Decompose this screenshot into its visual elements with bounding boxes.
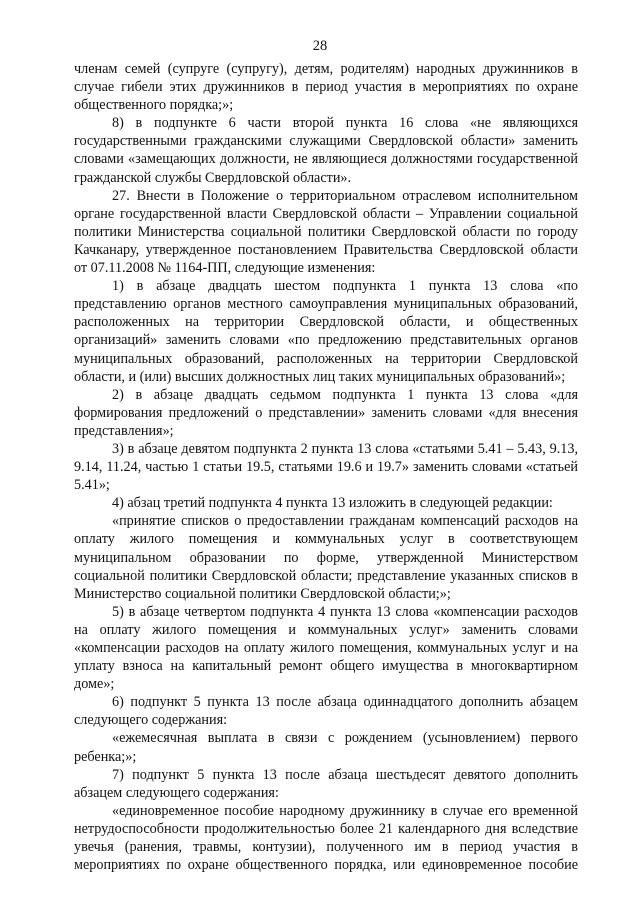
- paragraph: 8) в подпункте 6 части второй пункта 16 слова «не являющихся государственными гражданскими служащими Свердловской области» заменить словами «замещающих должности, не являющиеся должностями государственной гражданской службы Свердловской области».: [74, 115, 578, 186]
- paragraph: 27. Внести в Положение о территориальном отраслевом исполнительном органе государственной власти Свердловской области – Управлении социальной политики Министерства социальной политики Свердловской области по городу Качканару, утвержденное постановлением Правительства Свердловской области от 07.11.2008 № 1164-ПП, следующие изменения:: [74, 187, 578, 277]
- paragraph: 7) подпункт 5 пункта 13 после абзаца шестьдесят девятого дополнить абзацем следующего содержания:: [74, 766, 578, 801]
- page-number: 28: [312, 38, 328, 54]
- paragraph: 2) в абзаце двадцать седьмом подпункта 1 пункта 13 слова «для формирования предложений о представлении» заменить словами «для внесения представления»;: [74, 386, 578, 439]
- paragraph: 5) в абзаце четвертом подпункта 4 пункта 13 слова «компенсации расходов на оплату жилого помещения и коммунальных услуг» заменить словами «компенсации расходов на оплату жилого помещения, коммунальных услуг и на уплату взноса на капитальный ремонт общего имущества в многоквартирном доме»;: [74, 603, 578, 693]
- paragraph: «единовременное пособие народному дружиннику в случае его временной нетрудоспособности продолжительностью более 21 календарного дня вследствие увечья (ранения, травмы, контузии), полученного им в период участия в мероприятиях по охране общественного порядка, или единовременное пособие: [74, 802, 578, 874]
- paragraph: 1) в абзаце двадцать шестом подпункта 1 пункта 13 слова «по представлению органов местного самоуправления муниципальных образований, расположенных на территории Свердловской области, и общественных организаций» заменить словами «по предложению представительных органов муниципальных образований, расположенных на территории Свердловской области, и (или) высших должностных лиц таких муниципальных образований»;: [74, 278, 578, 385]
- paragraph: «ежемесячная выплата в связи с рождением (усыновлением) первого ребенка;»;: [74, 730, 578, 765]
- paragraph: 3) в абзаце девятом подпункта 2 пункта 13 слова «статьями 5.41 – 5.43, 9.13, 9.14, 11.24, частью 1 статьи 19.5, статьями 19.6 и 19.7» заменить словами «статьей 5.41»;: [74, 440, 578, 494]
- paragraph: членам семей (супруге (супругу), детям, родителям) народных дружинников в случае гибели этих дружинников в период участия в мероприятиях по охране общественного порядка;»;: [74, 61, 578, 114]
- paragraph: 6) подпункт 5 пункта 13 после абзаца одиннадцатого дополнить абзацем следующего содержания:: [74, 694, 578, 729]
- document-body: [74, 60, 578, 874]
- paragraph: «принятие списков о предоставлении гражданам компенсаций расходов на оплату жилого помещения и коммунальных услуг в соответствующем муниципальном образовании по форме, утвержденной Министерством социальной политики Свердловской области; представление указанных списков в Министерство социальной политики Свердловской области;»;: [74, 513, 578, 602]
- paragraph: 4) абзац третий подпункта 4 пункта 13 изложить в следующей редакции:: [112, 495, 553, 512]
